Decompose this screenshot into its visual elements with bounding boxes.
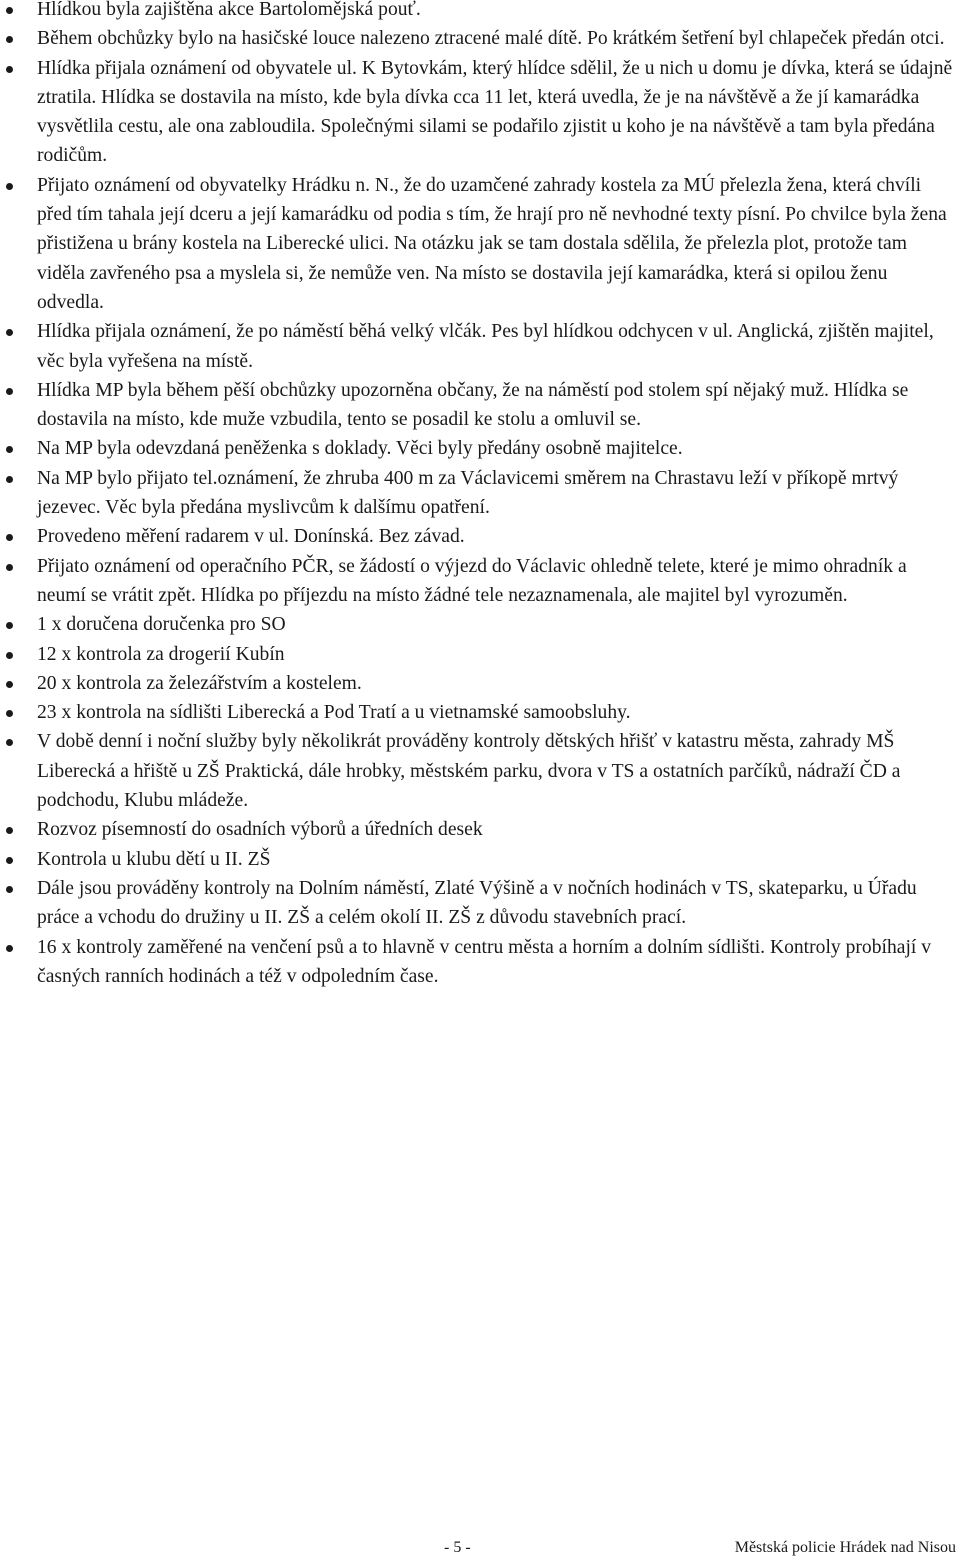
list-item-text: 23 x kontrola na sídlišti Liberecká a Pod Tratí a u vietnamské samoobsluhy. [37,702,631,724]
bullet-icon [6,476,13,483]
list-item-text: Hlídkou byla zajištěna akce Bartolomějská pouť. [37,0,421,20]
list-item [37,552,959,611]
list-item [37,54,959,171]
list-item [37,522,959,551]
list-item-text: Rozvoz písemností do osadních výborů a úředních desek [37,819,483,841]
bullet-icon [6,739,13,746]
list-item [37,171,959,317]
list-item-text: Hlídka MP byla během pěší obchůzky upozorněna občany, že na náměstí pod stolem spí nějaký muž. Hlídka se dostavila na místo, kde muže vzbudila, tento se posadil ke stolu a omluvil se. [37,379,909,431]
bullet-icon [6,652,13,659]
list-item-text: Provedeno měření radarem v ul. Donínská. Bez závad. [37,526,465,548]
list-item [37,24,959,53]
list-item-text: 12 x kontrola za drogerií Kubín [37,643,285,665]
list-item [37,874,959,933]
publisher-name: Městská policie Hrádek nad Nisou [734,1539,956,1556]
bullet-icon [6,388,13,395]
list-item [37,698,959,727]
bullet-icon [6,7,13,14]
list-item-text: Během obchůzky bylo na hasičské louce nalezeno ztracené malé dítě. Po krátkém šetření byl chlapeček předán otci. [37,28,945,50]
list-item-text: V době denní i noční služby byly několikrát prováděny kontroly dětských hřišť v katastru města, zahrady MŠ Liberecká a hřiště u ZŠ Praktická, dále hrobky, městském parku, dvora v TS a ostatních parčíků, nádraží ČD a podchodu, Klubu mládeže. [37,731,901,812]
list-item-text: Na MP bylo přijato tel.oznámení, že zhruba 400 m za Václavicemi směrem na Chrastavu leží v příkopě mrtvý jezevec. Věc byla předána myslivcům k dalšímu opatření. [37,467,899,519]
list-item-text: 20 x kontrola za železářstvím a kostelem. [37,672,362,694]
bullet-icon [6,622,13,629]
bullet-icon [6,329,13,336]
bullet-icon [6,857,13,864]
bullet-icon [6,534,13,541]
list-item [37,434,959,463]
bullet-icon [6,945,13,952]
list-item-text: 1 x doručena doručenka pro SO [37,614,286,636]
bullet-icon [6,681,13,688]
bullet-icon [6,66,13,73]
page-footer [0,1536,960,1560]
list-item-text: Hlídka přijala oznámení, že po náměstí běhá velký vlčák. Pes byl hlídkou odchycen v ul. Anglická, zjištěn majitel, věc byla vyřešena na místě. [37,321,934,372]
bullet-icon [6,446,13,453]
page-number: - 5 - [444,1539,471,1556]
list-item [37,933,959,992]
list-item [37,0,959,24]
list-item-text: Kontrola u klubu dětí u II. ZŠ [37,848,271,870]
list-item-text: Dále jsou prováděny kontroly na Dolním náměstí, Zlaté Výšině a v nočních hodinách v TS, skateparku, u Úřadu práce a vchodu do družiny u II. ZŠ a celém okolí II. ZŠ z důvodu stavebních prací. [37,877,917,929]
list-item [37,317,959,376]
list-item [37,815,959,844]
list-item [37,464,959,523]
list-item [37,669,959,698]
bullet-icon [6,36,13,43]
bullet-icon [6,710,13,717]
list-item-text: Přijato oznámení od obyvatelky Hrádku n. N., že do uzamčené zahrady kostela za MÚ přelezla žena, která chvíli před tím tahala její dceru a její kamarádku od podia s tím, že hrají pro ně nevhodné texty písní. Po chvilce byla žena přistižena u brány kostela na Liberecké ulici. Na otázku jak se tam dostala sdělila, že přelezla plot, protože tam viděla zavřeného psa a myslela si, že nemůže ven. Na místo se dostavila její kamarádka, která si opilou ženu odvedla. [37,174,947,313]
list-item [37,376,959,435]
list-item-text: Hlídka přijala oznámení od obyvatele ul. K Bytovkám, který hlídce sdělil, že u nich u domu je dívka, která se údajně ztratila. Hlídka se dostavila na místo, kde byla dívka cca 11 let, která uvedla, že je na návštěvě a že jí kamarádka vysvětlila cestu, ale ona zabloudila. Společnými silami se podařilo zjistit u koho je na návštěvě a tam byla předána rodičům. [37,57,953,167]
list-item [37,640,959,669]
list-item [37,845,959,874]
list-item [37,727,959,815]
list-item [37,610,959,639]
list-item-text: 16 x kontroly zaměřené na venčení psů a to hlavně v centru města a horním a dolním sídlišti. Kontroly probíhají v časných ranních hodinách a též v odpoledním čase. [37,936,932,987]
bullet-icon [6,886,13,893]
bullet-icon [6,183,13,190]
bullet-icon [6,827,13,834]
bullet-icon [6,564,13,571]
list-item-text: Na MP byla odevzdaná peněženka s doklady. Věci byly předány osobně majitelce. [37,438,683,460]
activity-report-list [37,0,959,991]
list-item-text: Přijato oznámení od operačního PČR, se žádostí o výjezd do Václavic ohledně telete, které je mimo ohradník a neumí se vrátit zpět. Hlídka po příjezdu na místo žádné tele nezaznamenala, ale majitel byl vyrozuměn. [37,555,907,606]
